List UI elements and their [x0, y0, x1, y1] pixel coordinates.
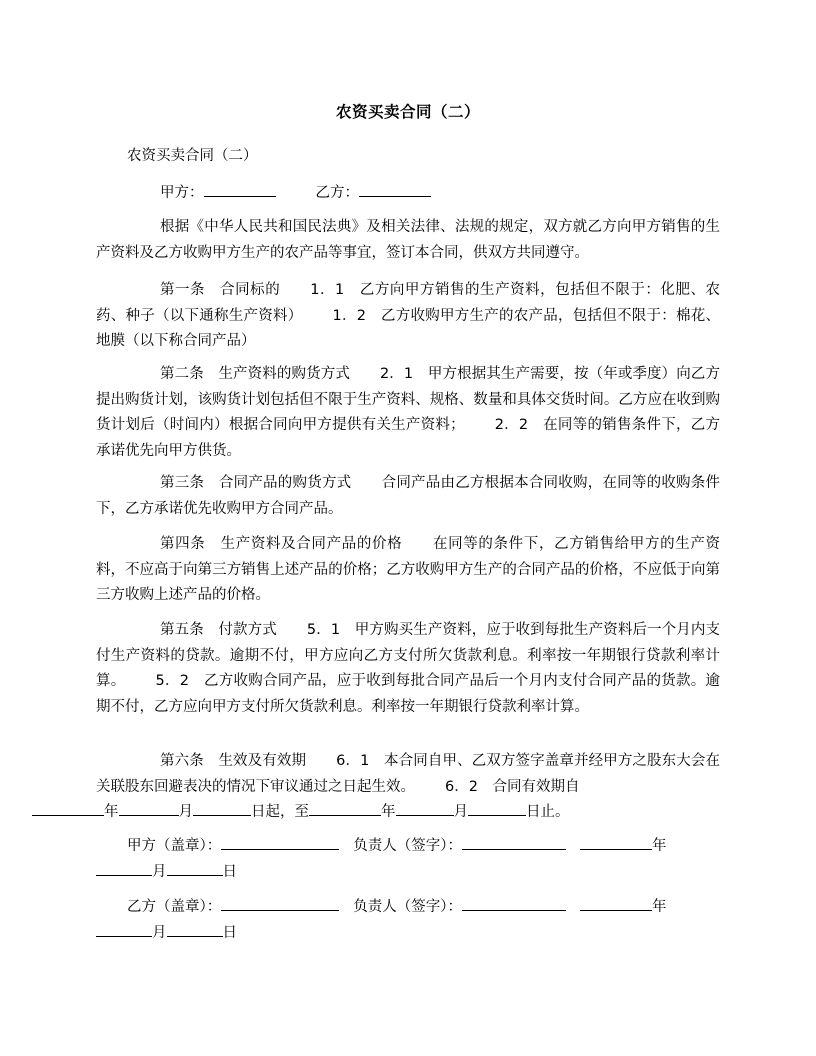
parties-line — [160, 181, 431, 204]
validity-year2-label: 年 — [381, 804, 396, 820]
document-title: 农资买卖合同（二） — [335, 103, 480, 121]
party-a-label: 甲方： — [160, 185, 204, 201]
article-5 — [96, 618, 720, 720]
party-b-seal-blank[interactable] — [221, 895, 339, 911]
article-6 — [96, 749, 720, 826]
article-5-heading: 第五条 付款方式 — [160, 622, 277, 638]
article-5-clause-1: 5．1 甲方购买生产资料，应于收到每批生产资料后一个月内支付生产资料的贷款。逾期不付，甲方应向乙方支付所欠货款利息。利率按一年期银行贷款利率计算。 — [96, 622, 721, 689]
article-2-clause-2: 2．2 在同等的销售条件下，乙方承诺优先向甲方供货。 — [96, 417, 721, 459]
article-6-heading: 第六条 生效及有效期 — [160, 753, 307, 769]
party-b-day-label: 日 — [222, 924, 237, 941]
article-2 — [96, 362, 720, 464]
article-4 — [96, 532, 720, 609]
article-1-heading: 第一条 合同标的 — [160, 282, 281, 298]
validity-year-label: 年 — [104, 804, 119, 820]
intro-paragraph: 根据《中华人民共和国民法典》及相关法律、法规的规定，双方就乙方向甲方销售的生产资料及乙方收购甲方生产的农产品等事宜，签订本合同，供双方共同遵守。 — [96, 219, 720, 261]
party-b-year-label: 年 — [652, 899, 667, 915]
validity-month-label: 月 — [178, 804, 193, 820]
party-a-seal-blank[interactable] — [221, 834, 339, 850]
party-b-month-label: 月 — [152, 924, 167, 941]
party-b-seal-label: 乙方（盖章）： — [127, 899, 222, 915]
article-3-heading: 第三条 合同产品的购货方式 — [160, 475, 352, 491]
party-b-blank — [359, 181, 431, 197]
party-a-year-label: 年 — [652, 838, 667, 854]
article-4-clause-1: 在同等的条件下，乙方销售给甲方的生产资料，不应高于向第三方销售上述产品的价格；乙方收购甲方生产的合同产品的价格，不应低于向第三方收购上述产品的价格。 — [96, 536, 721, 603]
party-b-signer-label: 负责人（签字）： — [353, 899, 462, 915]
party-a-month-label: 月 — [152, 863, 167, 880]
validity-day-from-label: 日起，至 — [251, 804, 309, 820]
article-1-clause-1: 1．1 乙方向甲方销售的生产资料，包括但不限于：化肥、农药、种子（以下通称生产资料） — [96, 282, 721, 324]
validity-month2-label: 月 — [453, 804, 468, 820]
article-2-heading: 第二条 生产资料的购货方式 — [160, 366, 350, 382]
party-b-signer-blank[interactable] — [462, 895, 566, 911]
article-2-clause-1: 2．1 甲方根据其生产需要，按（年或季度）向乙方提出购货计划，该购货计划包括但不限于生产资料、规格、数量和具体交货时间。乙方应在收到购货计划后（时间内）根据合同向甲方提供有关生产资料； — [96, 366, 721, 433]
article-4-heading: 第四条 生产资料及合同产品的价格 — [160, 536, 403, 552]
article-3 — [96, 471, 720, 522]
article-3-clause-1: 合同产品由乙方根据本合同收购，在同等的收购条件下，乙方承诺优先收购甲方合同产品。 — [96, 475, 720, 517]
signature-block-a — [96, 834, 720, 885]
article-1 — [96, 278, 720, 355]
party-a-signer-blank[interactable] — [462, 834, 566, 850]
article-5-clause-2: 5．2 乙方收购合同产品，应于收到每批合同产品后一个月内支付合同产品的货款。逾期不付，乙方应向甲方支付所欠货款利息。利率按一年期银行贷款利率计算。 — [96, 673, 721, 715]
party-a-blank — [204, 181, 276, 197]
validity-day-end-label: 日止。 — [526, 804, 570, 820]
party-a-seal-label: 甲方（盖章）： — [127, 838, 222, 854]
party-a-signer-label: 负责人（签字）： — [353, 838, 462, 854]
article-6-clause-2: 6．2 合同有效期自 — [445, 778, 580, 795]
article-1-clause-2: 1．2 乙方收购甲方生产的农产品，包括但不限于：棉花、地膜（以下称合同产品） — [96, 307, 720, 349]
party-b-label: 乙方： — [315, 185, 359, 201]
document-subtitle: 农资买卖合同（二） — [127, 148, 258, 164]
party-a-day-label: 日 — [222, 863, 237, 880]
article-6-clause-1: 6．1 本合同自甲、乙双方签字盖章并经甲方之股东大会在关联股东回避表决的情况下审议通过之日起生效。 — [96, 753, 720, 795]
signature-block-b — [96, 895, 720, 946]
